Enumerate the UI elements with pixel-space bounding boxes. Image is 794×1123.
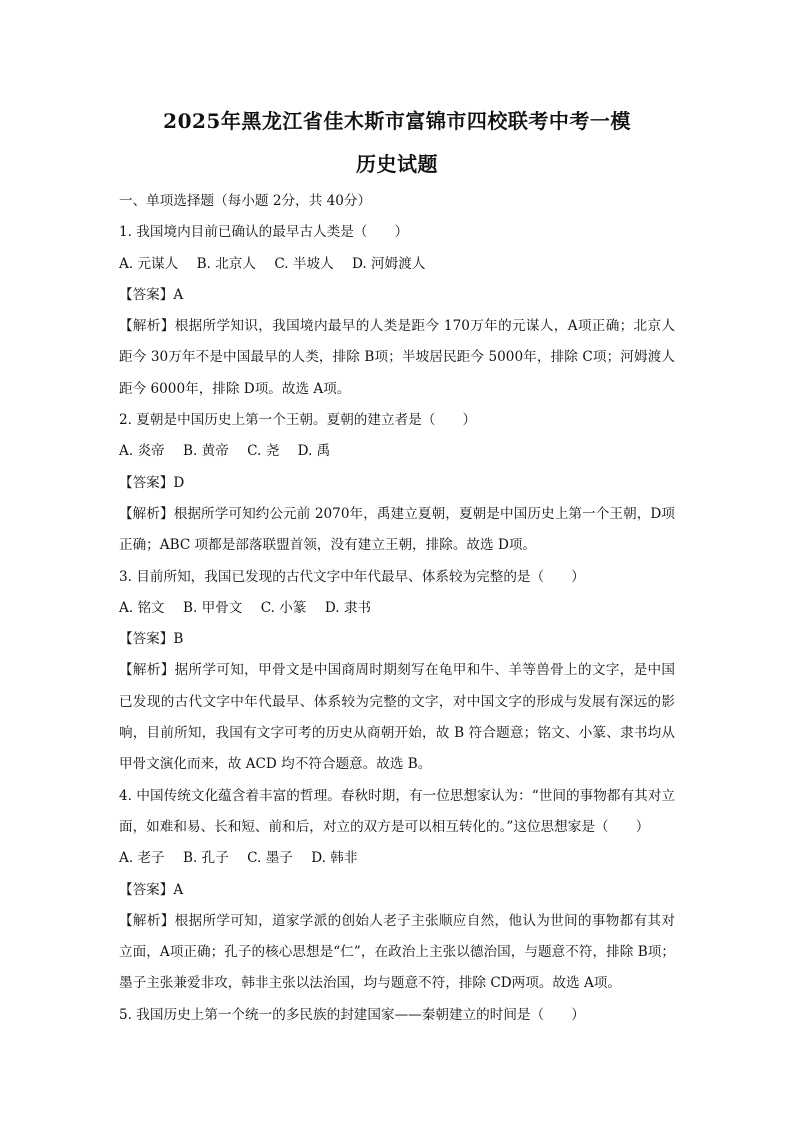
analysis-text: 【解析】根据所学可知，道家学派的创始人老子主张顺应自然，他认为世间的事物都有其对立面，A项正确；孔子的核心思想是“仁”，在政治上主张以德治国，与题意不符，排除 B项；墨子主张兼爱非攻，韩非主张以法治国，均与题意不符，排除 CD两项。故选 A项。 xyxy=(119,912,675,992)
option-d: D. 禹 xyxy=(297,443,331,460)
question-options xyxy=(119,436,675,467)
question-options xyxy=(119,249,675,280)
section-heading: 一、单项选择题（每小题 2分，共 40分） xyxy=(119,193,372,209)
option-a: A. 铭文 xyxy=(119,599,165,616)
option-b: B. 甲骨文 xyxy=(182,599,243,616)
answer-label: 【答案】A xyxy=(119,286,184,303)
option-c: C. 墨子 xyxy=(247,850,293,867)
question-stem: 5. 我国历史上第一个统一的多民族的封建国家——秦朝建立的时间是（ ） xyxy=(119,1006,585,1023)
document-subtitle: 历史试题 xyxy=(356,152,438,176)
option-b: B. 黄帝 xyxy=(182,443,229,460)
option-c: C. 半坡人 xyxy=(274,255,334,272)
option-a: A. 元谋人 xyxy=(119,255,179,272)
option-b: B. 孔子 xyxy=(182,850,229,867)
option-c: C. 小篆 xyxy=(260,599,307,616)
question-options xyxy=(119,843,675,874)
answer-label: 【答案】A xyxy=(119,881,184,898)
option-b: B. 北京人 xyxy=(196,255,256,272)
question-stem: 4. 中国传统文化蕴含着丰富的哲理。春秋时期，有一位思想家认为：“世间的事物都有其对立面，如难和易、长和短、前和后，对立的双方是可以相互转化的。”这位思想家是（ ） xyxy=(119,787,675,835)
analysis-text: 【解析】根据所学可知约公元前 2070年，禹建立夏朝，夏朝是中国历史上第一个王朝，D项正确；ABC 项都是部落联盟首领，没有建立王朝，排除。故选 D项。 xyxy=(119,505,675,554)
analysis-text: 【解析】据所学可知，甲骨文是中国商周时期刻写在龟甲和牛、羊等兽骨上的文字，是中国已发现的古代文字中年代最早、体系较为完整的文字，对中国文字的形成与发展有深远的影响，目前所知，我国有文字可考的历史从商朝开始，故 B 符合题意；铭文、小篆、隶书均从甲骨文演化而来，故 ACD 均不符合题意。故选 B。 xyxy=(119,662,675,773)
option-c: C. 尧 xyxy=(247,443,280,460)
question-stem: 3. 目前所知，我国已发现的古代文字中年代最早、体系较为完整的是（ ） xyxy=(119,568,585,585)
option-a: A. 炎帝 xyxy=(119,443,165,460)
document-body xyxy=(119,186,675,1031)
option-a: A. 老子 xyxy=(119,850,165,867)
document-title: 2025年黑龙江省佳木斯市富锦市四校联考中考一模 xyxy=(163,109,631,133)
option-d: D. 隶书 xyxy=(324,599,372,616)
analysis-text: 【解析】根据所学知识，我国境内最早的人类是距今 170万年的元谋人，A项正确；北京人距今 30万年不是中国最早的人类，排除 B项；半坡居民距今 5000年，排除 C项；河姆渡人距今 6000年，排除 D项。故选 A项。 xyxy=(119,318,675,397)
option-d: D. 河姆渡人 xyxy=(352,255,426,272)
question-stem: 2. 夏朝是中国历史上第一个王朝。夏朝的建立者是（ ） xyxy=(119,412,477,429)
answer-label: 【答案】D xyxy=(119,474,185,491)
option-d: D. 韩非 xyxy=(311,850,358,867)
question-options xyxy=(119,593,675,624)
answer-label: 【答案】B xyxy=(119,631,184,648)
question-stem: 1. 我国境内目前已确认的最早古人类是（ ） xyxy=(119,224,409,241)
